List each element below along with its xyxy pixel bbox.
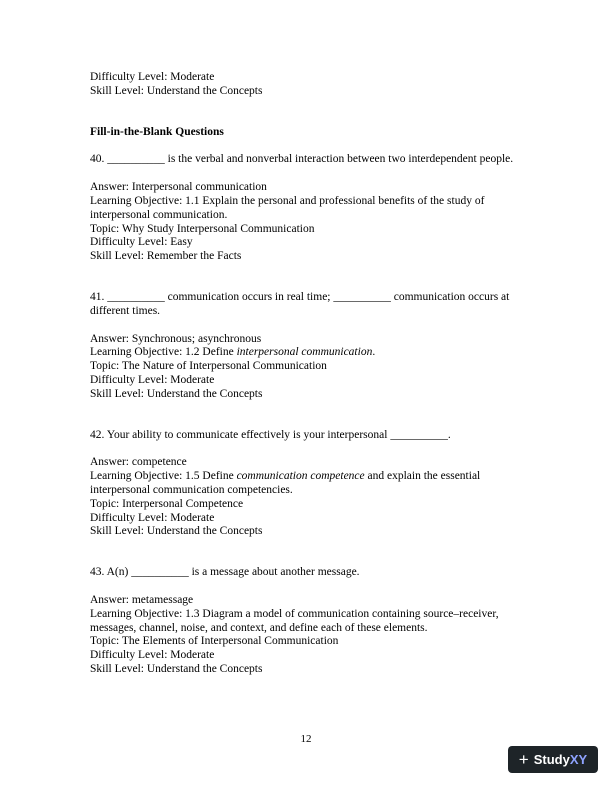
question-text: 41. __________ communication occurs in real time; __________ communication occurs at different times. xyxy=(90,290,510,317)
topic: Topic: The Nature of Interpersonal Communication xyxy=(90,360,327,373)
answer: Answer: Synchronous; asynchronous xyxy=(90,332,262,345)
difficulty-level: Difficulty Level: Moderate xyxy=(90,373,215,386)
page-number: 12 xyxy=(300,733,312,745)
difficulty-level: Difficulty Level: Moderate xyxy=(90,649,215,662)
answer: Answer: Interpersonal communication xyxy=(90,181,267,194)
objective-prefix: Learning Objective: 1.2 Define xyxy=(90,346,237,359)
topic: Topic: The Elements of Interpersonal Communication xyxy=(90,635,339,648)
learning-objective xyxy=(90,346,530,360)
skill-level: Skill Level: Understand the Concepts xyxy=(90,662,263,675)
question-43 xyxy=(90,566,530,677)
studyxy-badge[interactable] xyxy=(508,746,598,773)
section-heading: Fill-in-the-Blank Questions xyxy=(90,125,224,138)
learning-objective: Learning Objective: 1.3 Diagram a model of communication containing source–receiver, messages, channel, noise, and context, and define each of these elements. xyxy=(90,607,499,634)
brand-accent: XY xyxy=(569,752,588,767)
question-41 xyxy=(90,291,530,402)
question-text: 43. A(n) __________ is a message about another message. xyxy=(90,566,360,579)
answer: Answer: competence xyxy=(90,456,187,469)
objective-term: interpersonal communication xyxy=(236,346,373,359)
objective-term: communication competence xyxy=(236,470,365,483)
objective-prefix: Learning Objective: 1.5 Define xyxy=(90,470,237,483)
skill-level: Skill Level: Understand the Concepts xyxy=(90,525,263,538)
learning-objective xyxy=(90,470,530,498)
question-40 xyxy=(90,153,530,264)
learning-objective: Learning Objective: 1.1 Explain the personal and professional benefits of the study of interpersonal communication. xyxy=(90,194,485,221)
difficulty-level: Difficulty Level: Easy xyxy=(90,236,193,249)
objective-suffix: and explain the essential interpersonal communication competencies. xyxy=(90,470,481,496)
skill-level: Skill Level: Understand the Concepts xyxy=(90,387,263,400)
topic: Topic: Interpersonal Competence xyxy=(90,497,244,510)
plus-icon: + xyxy=(518,750,529,769)
topic: Topic: Why Study Interpersonal Communication xyxy=(90,222,315,235)
objective-suffix: . xyxy=(372,346,376,359)
prev-difficulty-level: Difficulty Level: Moderate xyxy=(90,71,215,83)
difficulty-level: Difficulty Level: Moderate xyxy=(90,511,215,524)
brand-name: Study xyxy=(533,752,570,767)
answer: Answer: metamessage xyxy=(90,593,194,606)
question-text: 42. Your ability to communicate effectively is your interpersonal __________. xyxy=(90,428,451,441)
question-42 xyxy=(90,429,530,540)
prev-skill-level: Skill Level: Understand the Concepts xyxy=(90,84,263,97)
question-text: 40. __________ is the verbal and nonverbal interaction between two interdependent people. xyxy=(90,153,514,166)
skill-level: Skill Level: Remember the Facts xyxy=(90,250,242,263)
page-content xyxy=(90,71,530,677)
